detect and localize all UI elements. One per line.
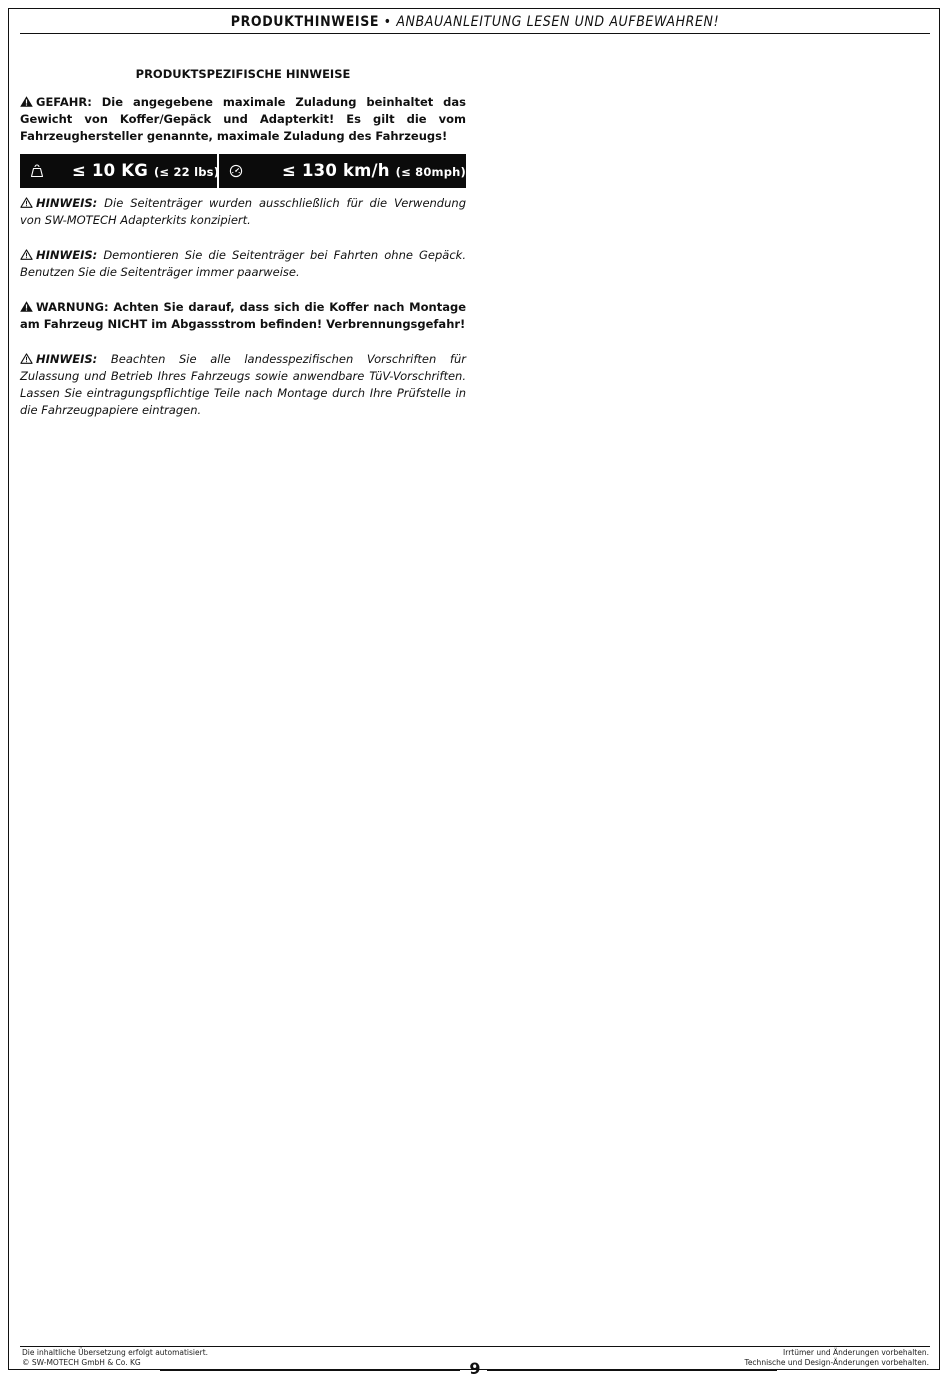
warning-outline-icon — [20, 249, 33, 260]
page-number-area — [20, 1360, 930, 1378]
max-speed-spec — [219, 154, 466, 188]
footer-divider — [20, 1346, 930, 1347]
footer-design-disclaimer: Technische und Design-Änderungen vorbehalten. — [744, 1358, 929, 1367]
max-load-spec — [20, 154, 219, 188]
hint-note-dismount — [20, 247, 466, 281]
warning-note-exhaust-text: Achten Sie darauf, dass sich die Koffer nach Montage am Fahrzeug NICHT im Abgassstrom befinden! Verbrennungsgefahr! — [20, 300, 466, 331]
max-speed-value-imperial: (≤ 80mph) — [395, 165, 467, 179]
header-title-bold: PRODUKTHINWEISE — [230, 14, 380, 30]
max-speed-value — [282, 162, 466, 181]
hint-note-dismount-lead: HINWEIS: — [36, 248, 98, 262]
hint-note-regulations-lead: HINWEIS: — [36, 352, 98, 366]
header-title — [231, 14, 719, 30]
danger-note-text: Die angegebene maximale Zuladung beinhaltet das Gewicht von Koffer/Gepäck und Adapterkit! Es gilt die vom Fahrzeughersteller genannte, maximale Zuladung des Fahrzeugs! — [20, 95, 466, 143]
max-load-value-main: ≤ 10 KG — [72, 161, 149, 180]
weight-icon — [30, 164, 44, 178]
hint-note-regulations-text: Beachten Sie alle landesspezifischen Vorschriften für Zulassung und Betrieb Ihres Fahrzeugs sowie anwendbare TüV-Vorschriften. Lassen Sie eintragungspflichtige Teile nach Montage durch Ihre Prüfstelle in die Fahrzeugpapiere eintragen. — [20, 352, 466, 417]
page-number-rule-left — [160, 1370, 460, 1371]
warning-outline-icon — [20, 353, 33, 364]
footer-disclaimer: Irrtümer und Änderungen vorbehalten. — [783, 1348, 929, 1357]
hint-note-adapter-lead: HINWEIS: — [36, 196, 98, 210]
warning-note-exhaust-lead: WARNUNG: — [36, 300, 109, 314]
hint-note-adapter-text: Die Seitenträger wurden ausschließlich für die Verwendung von SW-MOTECH Adapterkits konzipiert. — [20, 196, 466, 227]
max-speed-value-main: ≤ 130 km/h — [282, 161, 390, 180]
main-content — [20, 66, 466, 437]
max-load-value-imperial: (≤ 22 lbs) — [153, 165, 220, 179]
hint-note-regulations — [20, 351, 466, 419]
warning-note-exhaust — [20, 299, 466, 333]
hint-note-adapter — [20, 195, 466, 229]
header-title-italic: ANBAUANLEITUNG LESEN UND AUFBEWAHREN! — [396, 14, 720, 30]
page-number: 9 — [469, 1359, 481, 1378]
warning-filled-icon — [20, 301, 33, 312]
header-separator: • — [379, 14, 397, 30]
max-load-value — [72, 162, 219, 181]
speedometer-icon — [229, 164, 243, 178]
section-title: PRODUKTSPEZIFISCHE HINWEISE — [135, 67, 351, 81]
hint-note-dismount-text: Demontieren Sie die Seitenträger bei Fahrten ohne Gepäck. Benutzen Sie die Seitenträger immer paarweise. — [20, 248, 466, 279]
warning-filled-icon — [20, 96, 33, 107]
page-header — [20, 11, 930, 34]
spec-bar — [20, 154, 466, 188]
footer-copyright: © SW-MOTECH GmbH & Co. KG — [22, 1358, 141, 1367]
warning-outline-icon — [20, 197, 33, 208]
footer-translation-note: Die inhaltliche Übersetzung erfolgt automatisiert. — [22, 1348, 209, 1357]
danger-note-lead: GEFAHR: — [36, 95, 92, 109]
page-number-rule-right — [487, 1370, 777, 1371]
danger-note — [20, 94, 466, 145]
